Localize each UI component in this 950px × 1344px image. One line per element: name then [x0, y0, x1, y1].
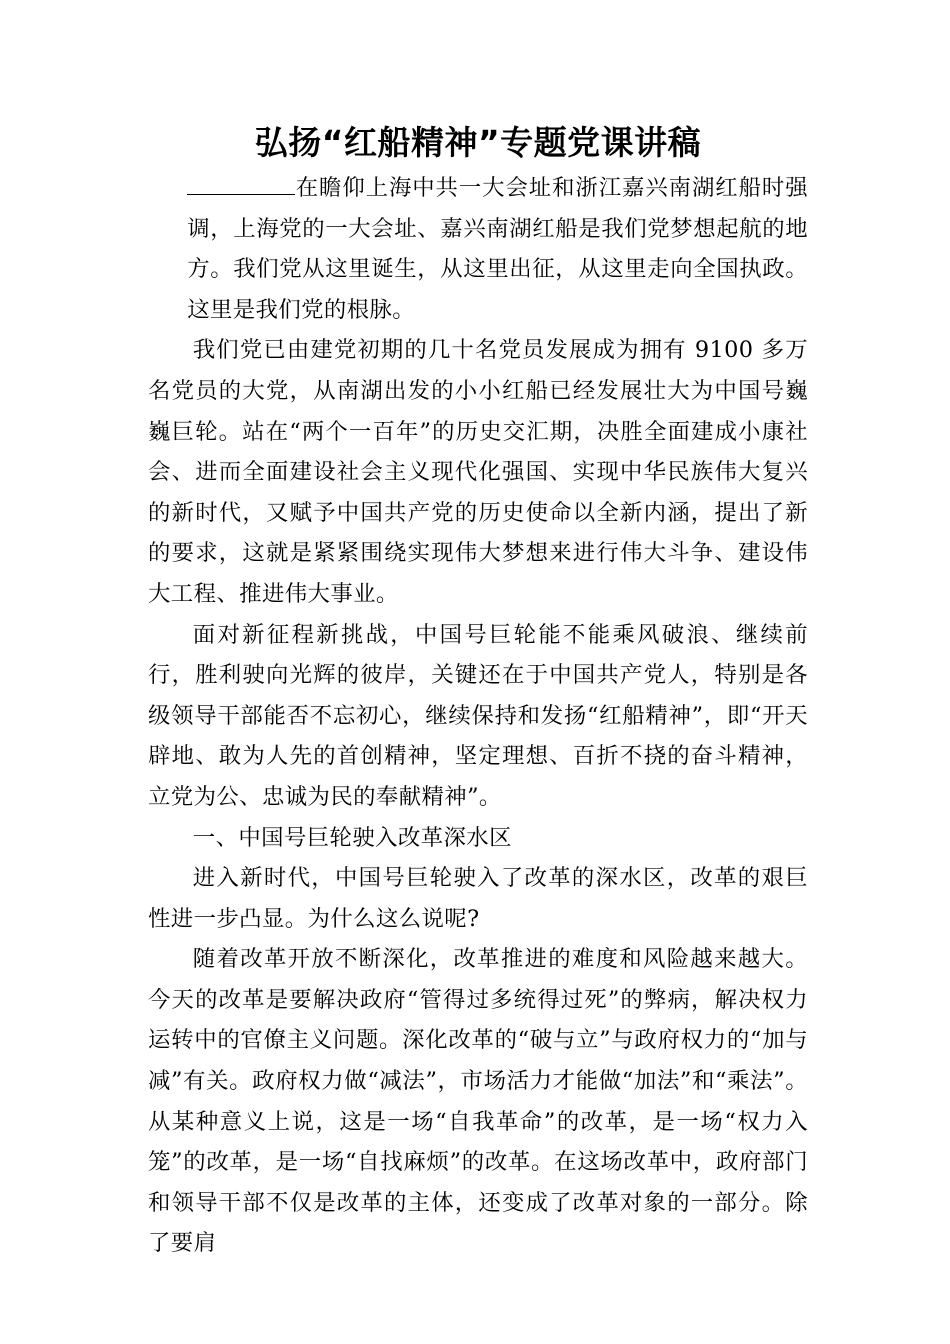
paragraph-1 — [148, 168, 808, 330]
paragraph-1-text: 在瞻仰上海中共一大会址和浙江嘉兴南湖红船时强调，上海党的一大会址、嘉兴南湖红船是我们党梦想起航的地方。我们党从这里诞生，从这里出征，从这里走向全国执政。这里是我们党的根脉。 — [187, 175, 808, 323]
paragraph-5: 随着改革开放不断深化，改革推进的难度和风险越来越大。今天的改革是要解决政府“管得过多统得过死”的弊病，解决权力运转中的官僚主义问题。深化改革的“破与立”与政府权力的“加与减”有关。政府权力做“减法”，市场活力才能做“加法”和“乘法”。从某种意义上说，这是一场“自我革命”的改革，是一场“权力入笼”的改革，是一场“自找麻烦”的改革。在这场改革中，政府部门和领导干部不仅是改革的主体，还变成了改革对象的一部分。除了要肩 — [148, 946, 808, 1257]
paragraph-4: 进入新时代，中国号巨轮驶入了改革的深水区，改革的艰巨性进一步凸显。为什么这么说呢? — [148, 865, 808, 932]
paragraph-2: 我们党已由建党初期的几十名党员发展成为拥有 9100 多万名党员的大党，从南湖出发的小小红船已经发展壮大为中国号巍巍巨轮。站在“两个一百年”的历史交汇期，决胜全面建成小康社会、进而全面建设社会主义现代化强国、实现中华民族伟大复兴的新时代，又赋予中国共产党的历史使命以全新内涵，提出了新的要求，这就是紧紧围绕实现伟大梦想来进行伟大斗争、建设伟大工程、推进伟大事业。 — [148, 337, 808, 607]
document-title: 弘扬“红船精神”专题党课讲稿 — [254, 123, 702, 162]
paragraph-3: 面对新征程新挑战，中国号巨轮能不能乘风破浪、继续前行，胜利驶向光辉的彼岸，关键还在于中国共产党人，特别是各级领导干部能否不忘初心，继续保持和发扬“红船精神”，即“开天辟地、敢为人先的首创精神，坚定理想、百折不挠的奋斗精神，立党为公、忠诚为民的奉献精神”。 — [148, 621, 808, 810]
fill-in-blank — [187, 172, 295, 195]
document-content — [148, 118, 808, 1264]
section-heading-1: 一、中国号巨轮驶入改革深水区 — [192, 824, 512, 851]
